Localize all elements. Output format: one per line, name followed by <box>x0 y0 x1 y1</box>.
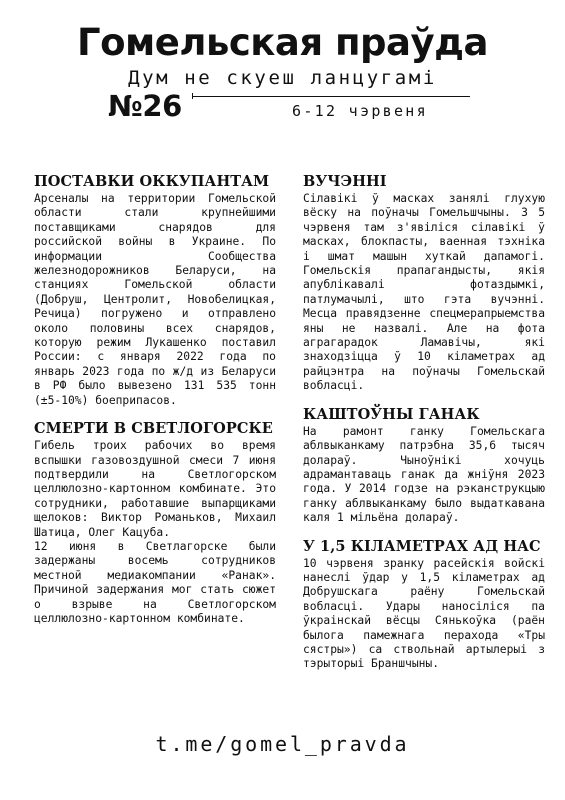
article-porch <box>303 406 545 526</box>
article-heading: У 1,5 КІЛАМЕТРАХ АД НАС <box>303 537 541 555</box>
masthead-divider <box>192 96 470 97</box>
article-heading: ПОСТАВКИ ОККУПАНТАМ <box>34 173 270 190</box>
issue-number: №26 <box>108 89 182 123</box>
telegram-link[interactable]: t.me/gomel_pravda <box>155 732 410 756</box>
article-text: Сілавікі ў масках занялі глухую вёску на поўначы Гомельшчыны. З 5 чэрвеня там з'явіліся сілавікі ў масках, блокпасты, ваенная тэхніка і шмат машын хуткай дапамогі. Гомельскія прапагандысты, якія апублікавалі фотаздымкі, патлумачылі, што гэта вучэнні. Месца правядзенне спецмерапрыемства яны не назвалі. Але на фота аграгарадок Ламавічы, які знаходзіцца ў 10 кіламетрах ад райцэнтра на поўначы Гомельскай вобласці. <box>303 192 545 393</box>
left-column <box>34 173 276 638</box>
article-text: На рамонт ганку Гомельскага аблвыканкаму патрэбна 35,6 тысяч долараў. Чыноўнікі хочуць адрамантаваць ганак да жніўня 2023 года. У 2014 годзе на рэканструкцыю ганку аблвыканкаму было выдаткавана каля 1 мільёна долараў. <box>303 424 545 525</box>
article-text: Арсеналы на территории Гомельской области стали крупнейшими поставщиками снарядов для российской войны в Украине. По информации Сообщества железнодорожников Беларуси, на станциях Гомельской области (Добруш, Центролит, Новобелицкая, Речица) погружено и отправлено около половины всех снарядов, которую режим Лукашенко поставил России: с января 2022 года по январь 2023 года по ж/д из Беларуси в РФ было вывезено 131 535 тонн (±5-10%) боеприпасов. <box>34 192 276 407</box>
right-column <box>303 173 545 684</box>
article-text: 10 чэрвеня зранку расейскія войскі нанеслі ўдар у 1,5 кіламетрах ад Добрушскага раёну Гомельскай вобласці. Удары наносіліся па ўкраінскай вёсцы Сянькоўка (раён былога памежнага перахода «Тры сястры») са ствольнай артылерыі з тэрыторыі Браншчыны. <box>303 556 545 671</box>
article-text: Гибель троих рабочих во время вспышки газовоздушной смеси 7 июня подтвердили на Светлогорском целлюлозно-картонном комбинате. Это сотрудники, работавшие выпарщиками щелоков: Виктор Романьков, Михаил Шатица, Олег Кацуба. 12 июня в Светлагорске были задержаны восемь сотрудников местной медиакомпании «Ранак». Причиной задержания мог стать сюжет о взрыве на Светлогорском целлюлозно-картонном комбинате. <box>34 439 276 625</box>
article-heading: КАШТОЎНЫ ГАНАК <box>303 405 480 423</box>
article-svetlogorsk <box>34 420 276 626</box>
article-exercises <box>303 173 545 394</box>
masthead <box>0 0 565 140</box>
newspaper-slogan: Дум не скуеш ланцугамі <box>128 67 437 89</box>
article-heading: ВУЧЭННІ <box>303 173 387 190</box>
article-supplies <box>34 173 276 408</box>
article-heading: СМЕРТИ В СВЕТЛОГОРСКЕ <box>34 420 273 438</box>
issue-dates: 6-12 чэрвеня <box>292 102 428 120</box>
newspaper-title: Гомельская праўда <box>77 21 488 64</box>
article-strike <box>303 538 545 672</box>
